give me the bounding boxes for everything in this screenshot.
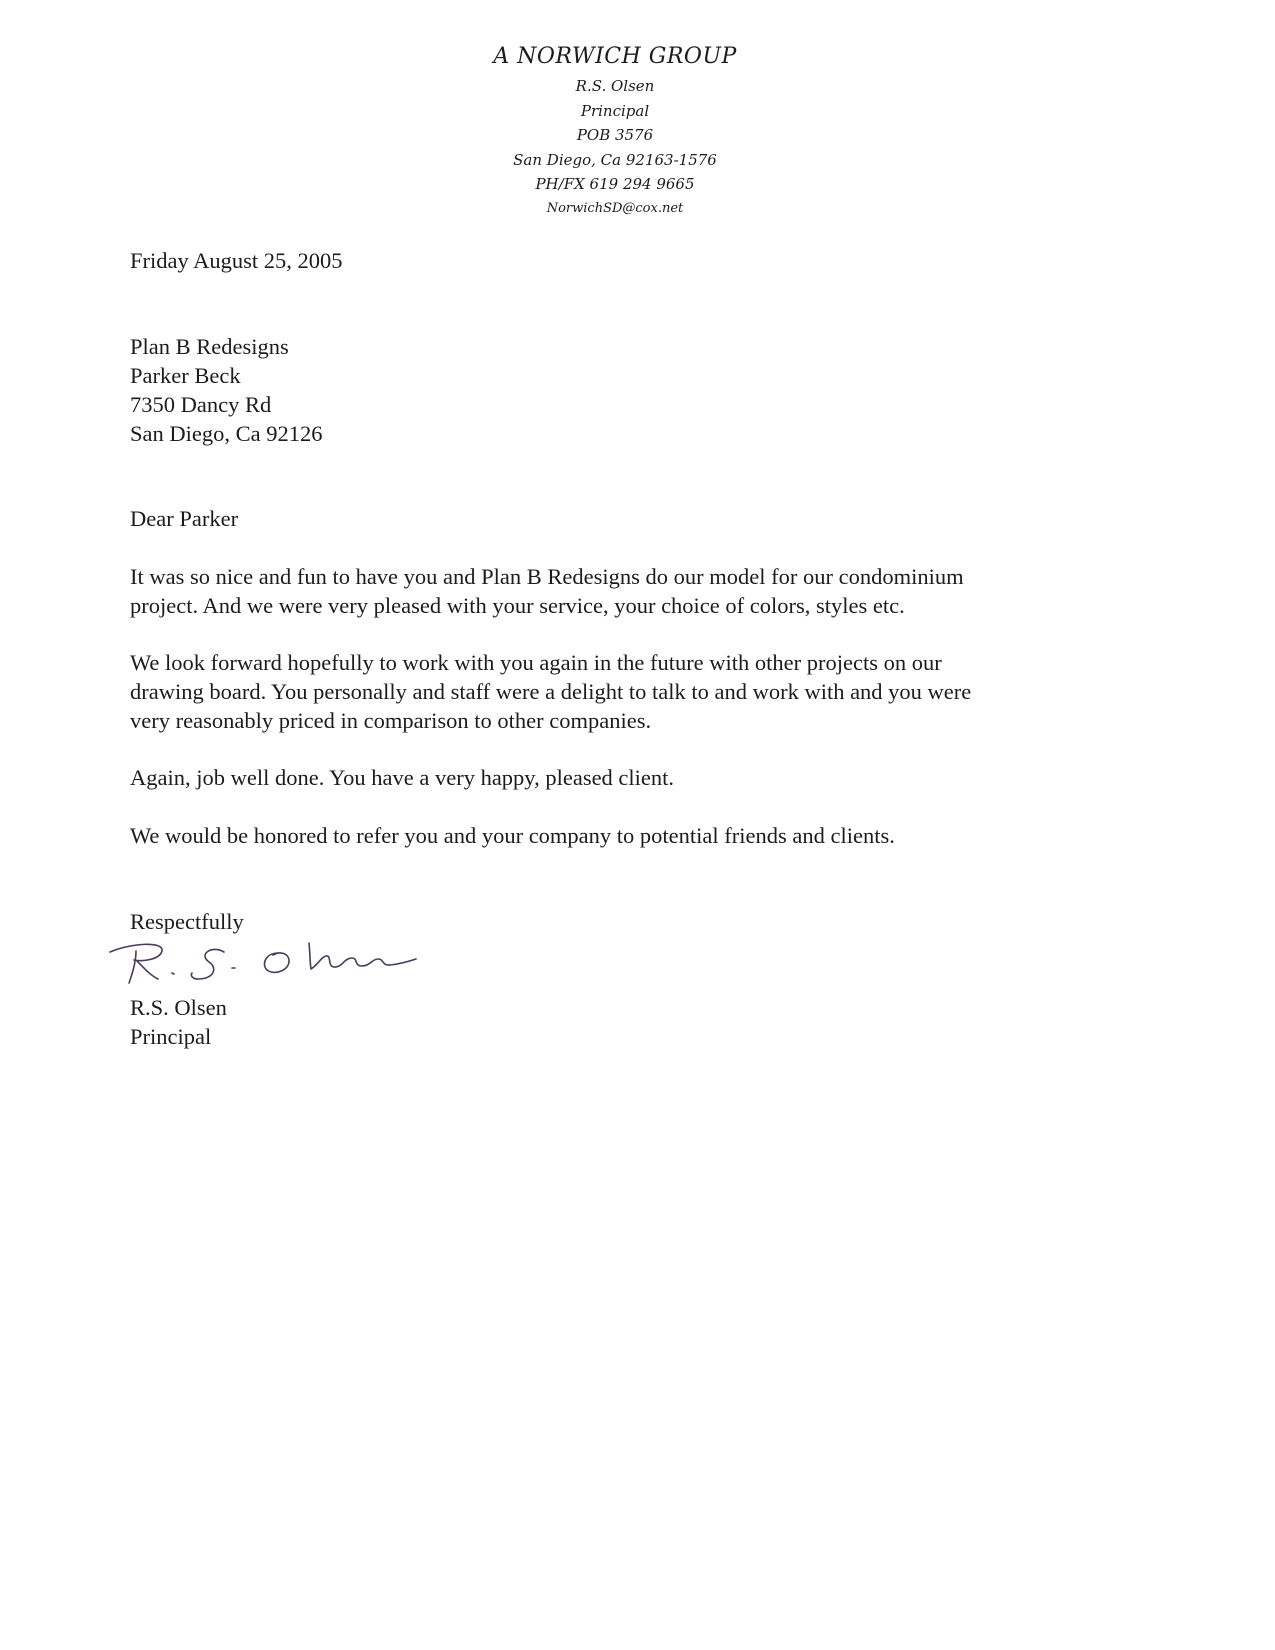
signature-stroke	[264, 953, 289, 972]
salutation: Dear Parker	[130, 506, 239, 531]
recipient-street: 7350 Dancy Rd	[130, 392, 272, 417]
recipient-address	[130, 332, 322, 448]
paragraph-1	[130, 562, 964, 620]
letterhead-pob: POB 3576	[576, 126, 654, 144]
paragraph-4	[130, 821, 895, 850]
letterhead-phone: PH/FX 619 294 9665	[535, 175, 695, 193]
paragraph-line: drawing board. You personally and staff were a delight to talk to and work with and you were	[130, 679, 972, 704]
recipient-name: Parker Beck	[130, 363, 241, 388]
letterhead	[0, 40, 1230, 221]
recipient-city: San Diego, Ca 92126	[130, 421, 323, 446]
recipient-company: Plan B Redesigns	[130, 334, 289, 359]
letterhead-title: Principal	[580, 101, 650, 120]
paragraph-line: We would be honored to refer you and your company to potential friends and clients.	[130, 823, 895, 848]
paragraph-line: Again, job well done. You have a very happy, pleased client.	[130, 765, 675, 790]
letterhead-org: A NORWICH GROUP	[493, 44, 737, 69]
paragraph-3	[130, 763, 674, 792]
sender-name: R.S. Olsen	[130, 995, 227, 1020]
paragraph-line: project. And we were very pleased with your service, your choice of colors, styles etc.	[130, 593, 905, 618]
paragraph-line: We look forward hopefully to work with you again in the future with other projects on our	[130, 650, 942, 675]
paragraph-2	[130, 648, 971, 735]
letterhead-name: R.S. Olsen	[575, 77, 655, 95]
letterhead-email: NorwichSD@cox.net	[546, 200, 684, 216]
sender-title: Principal	[130, 1024, 212, 1049]
handwritten-signature	[106, 935, 426, 995]
signature-stroke	[309, 943, 416, 969]
sender-block	[130, 993, 227, 1051]
closing: Respectfully	[130, 909, 244, 934]
letter-date: Friday August 25, 2005	[130, 248, 343, 273]
paragraph-line: It was so nice and fun to have you and Plan B Redesigns do our model for our condominium	[130, 564, 964, 589]
signature-stroke	[110, 944, 162, 983]
paragraph-line: very reasonably priced in comparison to other companies.	[130, 708, 652, 733]
signature-stroke	[172, 973, 174, 974]
signature-stroke	[191, 949, 224, 979]
letterhead-city: San Diego, Ca 92163-1576	[513, 150, 717, 169]
